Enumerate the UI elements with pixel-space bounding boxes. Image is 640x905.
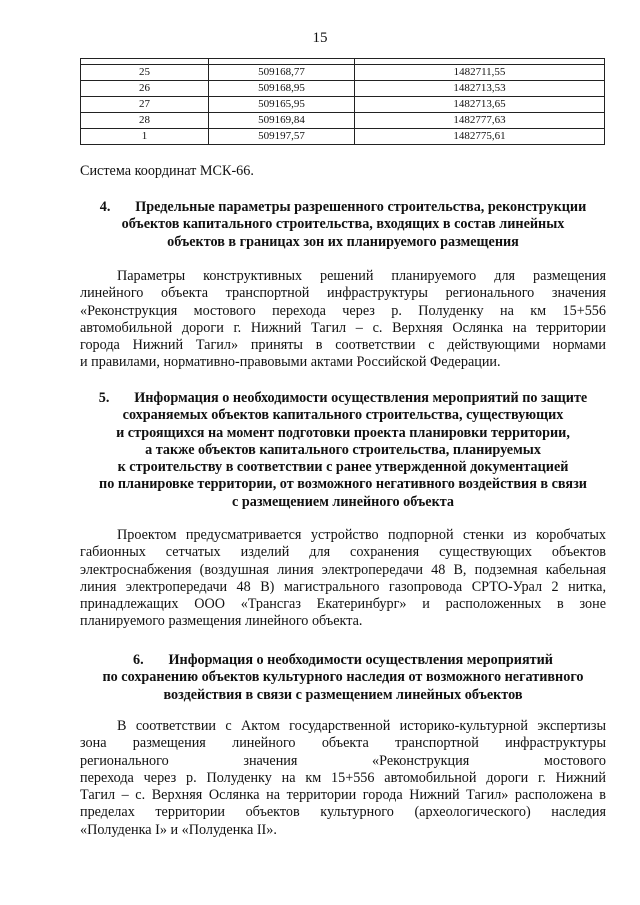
paragraph-line: «Полуденка I» и «Полуденка II». [80, 821, 277, 838]
coord-y: 1482775,61 [355, 129, 605, 145]
point-number: 28 [81, 113, 209, 129]
coord-y: 1482713,53 [355, 81, 605, 97]
paragraph-line: электроснабжения (воздушная линия электропередачи 48 В, подземная кабельная [80, 561, 606, 578]
paragraph-line: города Нижний Тагил» приняты в соответствии с действующими нормами [80, 337, 606, 354]
table-row [81, 81, 605, 97]
section-4-paragraph [80, 268, 606, 372]
coord-x: 509165,95 [209, 97, 355, 113]
point-number: 1 [81, 129, 209, 145]
section-5-title-line: 5. Информация о необходимости осуществления мероприятий по защите [98, 390, 588, 406]
section-5-title-line: а также объектов капитального строительства, планируемых [145, 441, 541, 458]
section-4-title-line: 4. Предельные параметры разрешенного строительства, реконструкции [99, 199, 587, 215]
section-6-paragraph [80, 718, 606, 839]
section-5-title-line: и строящихся на момент подготовки проекта планировки территории, [116, 424, 570, 441]
section-5-title-line: сохраняемых объектов капитального строительства, существующих [122, 407, 564, 424]
page-number: 15 [312, 30, 328, 46]
table-row [81, 65, 605, 81]
section-6-title-line: воздействия в связи с размещением линейных объектов [163, 686, 523, 703]
paragraph-line: планируемого размещения линейного объекта. [80, 613, 363, 630]
coord-x: 509169,84 [209, 113, 355, 129]
table-row [81, 97, 605, 113]
point-number: 26 [81, 81, 209, 97]
paragraph-line: зона размещения линейного объекта транспортной инфраструктуры [80, 735, 606, 752]
paragraph-line: В соответствии с Актом государственной историко-культурной экспертизы [117, 718, 606, 734]
point-number: 27 [81, 97, 209, 113]
paragraph-line: Параметры конструктивных решений планируемого для размещения [117, 268, 606, 284]
paragraph-line: линия электропередачи 48 В) магистрального газопровода СРТО-Урал 2 нитка, [80, 578, 606, 595]
paragraph-line: Тагил – с. Верхняя Ослянка на территории города Нижний Тагил» расположена в [80, 787, 606, 804]
coord-x: 509197,57 [209, 129, 355, 145]
paragraph-line: «Реконструкция мостового перехода через р. Полуденку на км 15+556 [80, 302, 606, 319]
coordinate-system-note: Система координат МСК-66. [80, 163, 254, 179]
section-6-heading [80, 652, 606, 704]
section-4-number: 4. [99, 199, 111, 215]
coordinates-table [80, 58, 605, 145]
table-row [81, 113, 605, 129]
point-number: 25 [81, 65, 209, 81]
section-5-paragraph [80, 527, 606, 631]
coord-y: 1482713,65 [355, 97, 605, 113]
paragraph-line: и правилами, нормативно-правовыми актами Российской Федерации. [80, 354, 501, 371]
section-5-number: 5. [98, 390, 110, 406]
coord-x: 509168,95 [209, 81, 355, 97]
paragraph-line: перехода через р. Полуденку на км 15+556 автомобильной дороги г. Нижний [80, 769, 606, 786]
paragraph-line: пределах территории объектов культурного (археологического) наследия [80, 804, 606, 821]
table-row [81, 129, 605, 145]
section-5-heading [80, 390, 606, 511]
section-5-title-line: к строительству в соответствии с ранее утвержденной документацией [117, 459, 569, 476]
paragraph-line: регионального значения «Реконструкция мостового [80, 752, 606, 769]
section-4-heading [80, 199, 606, 251]
paragraph-line: Проектом предусматривается устройство подпорной стенки из коробчатых [117, 527, 606, 543]
section-6-number: 6. [133, 652, 144, 668]
paragraph-line: линейного объекта транспортной инфраструктуры регионального значения [80, 285, 606, 302]
paragraph-line: автомобильной дороги г. Нижний Тагил – с. Верхняя Ослянка на территории [80, 319, 606, 336]
section-4-title-line: объектов в границах зон их планируемого размещения [167, 233, 519, 250]
coord-y: 1482777,63 [355, 113, 605, 129]
section-4-title-line: объектов капитального строительства, входящих в состав линейных [121, 216, 565, 233]
section-5-title-line: с размещением линейного объекта [231, 493, 454, 510]
section-6-title-line: 6. Информация о необходимости осуществления мероприятий [133, 652, 553, 668]
coord-x: 509168,77 [209, 65, 355, 81]
section-6-title-line: по сохранению объектов культурного наследия от возможного негативного [102, 669, 584, 686]
paragraph-line: габионных сетчатых изделий для сохранения существующих объектов [80, 544, 606, 561]
paragraph-line: принадлежащих ООО «Трансгаз Екатеринбург» и расположенных в зоне [80, 596, 606, 613]
section-5-title-line: по планировке территории, от возможного негативного воздействия в связи [99, 476, 587, 493]
coord-y: 1482711,55 [355, 65, 605, 81]
